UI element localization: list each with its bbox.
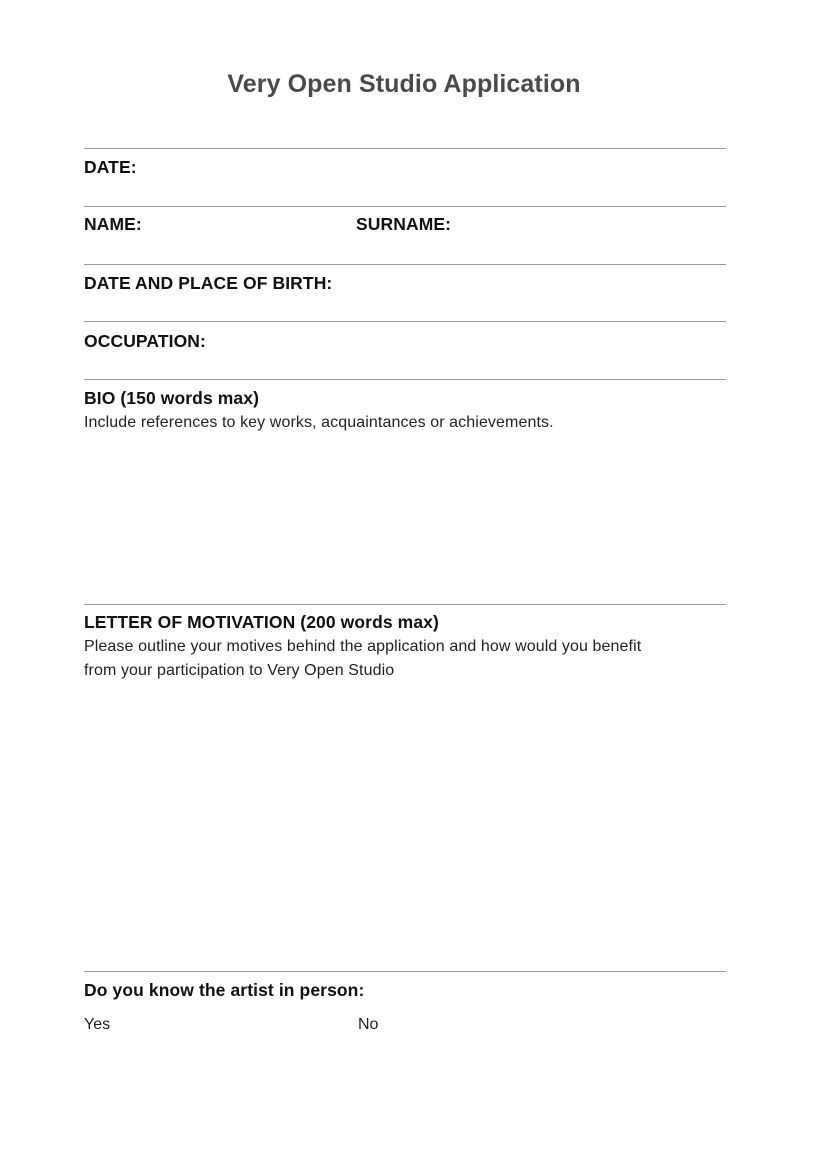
motivation-label: LETTER OF MOTIVATION (200 words max) <box>84 612 439 632</box>
date-label: DATE: <box>84 157 137 177</box>
bio-textarea[interactable] <box>84 440 724 596</box>
divider <box>84 321 726 322</box>
motivation-hint-line-2: from your participation to Very Open Studio <box>84 662 395 679</box>
divider <box>84 264 726 265</box>
option-no[interactable]: No <box>358 1016 379 1033</box>
bio-label: BIO (150 words max) <box>84 388 260 408</box>
bio-hint: Include references to key works, acquaintances or achievements. <box>84 414 554 431</box>
option-yes[interactable]: Yes <box>84 1016 111 1033</box>
occupation-label: OCCUPATION: <box>84 331 206 351</box>
divider <box>84 148 726 149</box>
divider <box>84 604 726 605</box>
occupation-field[interactable] <box>222 329 720 353</box>
surname-label: SURNAME: <box>356 214 452 234</box>
motivation-textarea[interactable] <box>84 690 724 962</box>
know-artist-label: Do you know the artist in person: <box>84 980 365 1000</box>
page-title: Very Open Studio Application <box>227 70 581 98</box>
birth-field[interactable] <box>358 271 720 295</box>
surname-field[interactable] <box>464 212 720 236</box>
divider <box>84 971 726 972</box>
name-field[interactable] <box>152 212 347 236</box>
divider <box>84 206 726 207</box>
date-field[interactable] <box>150 155 720 179</box>
name-label: NAME: <box>84 214 142 234</box>
birth-label: DATE AND PLACE OF BIRTH: <box>84 273 333 293</box>
motivation-hint-line-1: Please outline your motives behind the application and how would you benefit <box>84 638 642 655</box>
divider <box>84 379 726 380</box>
